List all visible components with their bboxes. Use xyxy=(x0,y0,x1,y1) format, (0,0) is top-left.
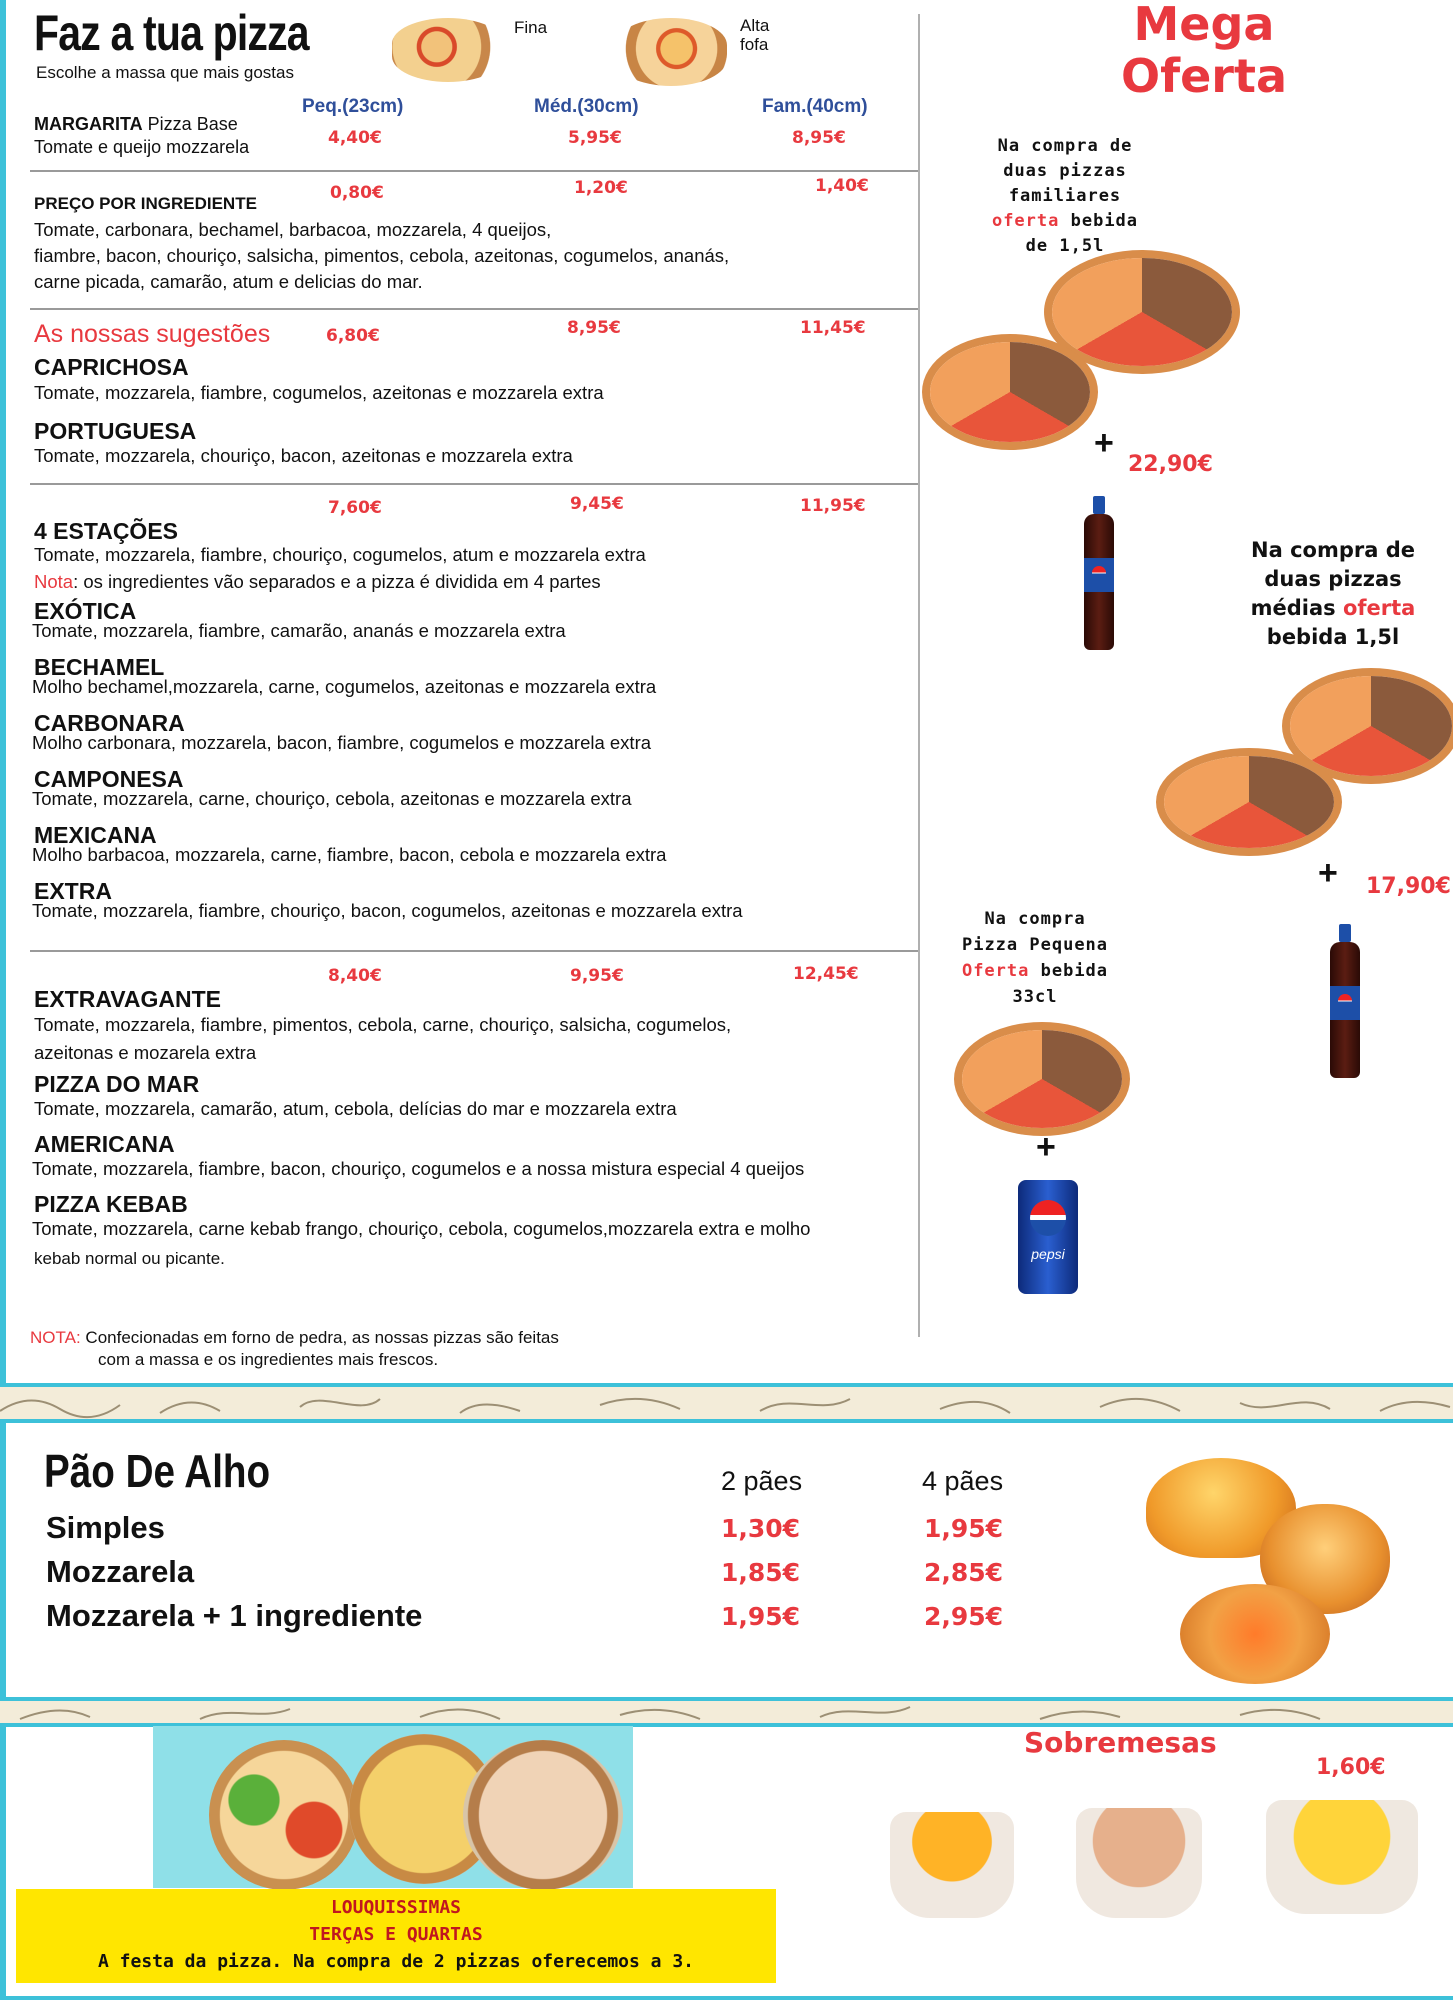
offer2-size: médias xyxy=(1250,596,1343,620)
suggestions-price-family: 11,45€ xyxy=(800,318,866,338)
offer2-line: Na compra de xyxy=(1251,538,1415,562)
pizza-desc: Tomate, mozzarela, fiambre, camarão, ananás e mozzarela extra xyxy=(32,620,566,641)
offer3-line: 33cl xyxy=(1012,987,1058,1007)
garlic-col-4: 4 pães xyxy=(922,1466,1004,1496)
offer-word: oferta xyxy=(991,211,1060,231)
garlic-row-name: Mozzarela xyxy=(46,1554,195,1589)
promo-line3: A festa da pizza. Na compra de 2 pizzas oferecemos a 3. xyxy=(97,1951,695,1972)
pizza-desc: Tomate, mozzarela, fiambre, pimentos, cebola, carne, chouriço, salsicha, cogumelos, xyxy=(34,1014,732,1035)
footnote-label: NOTA: xyxy=(30,1328,81,1347)
promo-pizzas-image xyxy=(153,1726,633,1888)
garlic-bread-title: Pão De Alho xyxy=(44,1445,271,1497)
pizza-desc: Tomate, mozzarela, carne kebab frango, chouriço, cebola, cogumelos,mozzarela extra e molho xyxy=(32,1218,811,1239)
pepsi-can-icon xyxy=(1018,1180,1078,1294)
margarita-suffix: Pizza Base xyxy=(147,114,238,134)
margarita-price-small: 4,40€ xyxy=(328,128,382,148)
offer1-line: Na compra de xyxy=(997,136,1133,156)
margarita-desc: Tomate e queijo mozzarela xyxy=(34,137,250,157)
bottle-icon xyxy=(1330,924,1360,1078)
offer1-text xyxy=(960,134,1170,259)
pizza-name: EXÓTICA xyxy=(34,598,137,624)
pizza-name: AMERICANA xyxy=(34,1131,175,1157)
divider xyxy=(30,170,918,172)
offer1-pizza-image xyxy=(1052,258,1232,366)
dessert-image xyxy=(890,1812,1014,1918)
divider xyxy=(30,308,918,310)
size-medium: Méd.(30cm) xyxy=(534,96,639,117)
doodle-pattern xyxy=(0,1387,1453,1419)
garlic-price-4: 1,95€ xyxy=(924,1514,1004,1543)
offer-word: Oferta xyxy=(961,961,1030,981)
ingredient-desc-line3: carne picada, camarão, atum e delicias do mar. xyxy=(34,271,423,292)
pizza-name: EXTRAVAGANTE xyxy=(34,986,221,1012)
pizza-name: 4 ESTAÇÕES xyxy=(34,518,178,544)
ingredient-desc-line1: Tomate, carbonara, bechamel, barbacoa, mozzarela, 4 queijos, xyxy=(34,219,552,240)
offer3-line: Na compra xyxy=(984,909,1086,929)
pizza-name: PORTUGUESA xyxy=(34,418,197,444)
desserts-title: Sobremesas xyxy=(1024,1726,1217,1759)
page-title: Faz a tua pizza xyxy=(34,5,309,61)
bottle-icon xyxy=(1084,496,1114,650)
thick-crust-pizza-image xyxy=(615,18,727,86)
pizza-desc: Tomate, mozzarela, chouriço, bacon, azeitonas e mozzarela extra xyxy=(34,445,573,466)
pizza-desc: Molho bechamel,mozzarela, carne, cogumelos, azeitonas e mozzarela extra xyxy=(32,676,657,697)
pizza-name: MEXICANA xyxy=(34,822,157,848)
suggestions-heading: As nossas sugestões xyxy=(34,320,271,348)
offer3-drink: bebida xyxy=(1029,961,1109,981)
pizza-desc: azeitonas e mozarela extra xyxy=(34,1042,257,1063)
suggestions-price-medium: 8,95€ xyxy=(567,318,621,338)
garlic-row-name: Simples xyxy=(46,1510,165,1545)
decorative-strip xyxy=(0,1383,1453,1423)
offer1-drink: bebida xyxy=(1059,211,1139,231)
pizza-desc: Molho barbacoa, mozzarela, carne, fiambre, bacon, cebola e mozzarela extra xyxy=(32,844,667,865)
offer2-pizza-image xyxy=(1164,756,1334,848)
pizza-desc: Tomate, mozzarela, fiambre, chouriço, cogumelos, atum e mozzarela extra xyxy=(34,544,646,565)
pizza-desc: Tomate, mozzarela, fiambre, cogumelos, azeitonas e mozzarela extra xyxy=(34,382,604,403)
garlic-price-2: 1,30€ xyxy=(721,1514,801,1543)
offer2-pizza-image xyxy=(1290,676,1452,776)
ingredient-desc-line2: fiambre, bacon, chouriço, salsicha, pimentos, cebola, azeitonas, cogumelos, ananás, xyxy=(34,245,730,266)
offer-title-line1: Mega xyxy=(1133,0,1275,51)
dessert-image xyxy=(1266,1800,1418,1914)
group2-price-medium: 9,45€ xyxy=(570,494,624,514)
offer1-price: 22,90€ xyxy=(1128,452,1213,477)
offer1-line: duas pizzas xyxy=(1003,161,1127,181)
garlic-price-2: 1,85€ xyxy=(721,1558,801,1587)
note-text: : os ingredientes vão separados e a pizza é dividida em 4 partes xyxy=(73,571,601,592)
size-small: Peq.(23cm) xyxy=(302,96,404,117)
group2-price-small: 7,60€ xyxy=(328,498,382,518)
pizza-name: CAMPONESA xyxy=(34,766,184,792)
promo-text xyxy=(16,1894,776,1975)
garlic-row-name: Mozzarela + 1 ingrediente xyxy=(46,1598,423,1633)
page-subtitle: Escolhe a massa que mais gostas xyxy=(36,63,294,82)
offer2-line xyxy=(1220,594,1446,623)
ingredient-price-medium: 1,20€ xyxy=(574,178,628,198)
offer-word: oferta xyxy=(1342,596,1416,620)
offer2-line: duas pizzas xyxy=(1264,567,1402,591)
promo-line2: TERÇAS E QUARTAS xyxy=(309,1924,483,1945)
promo-line1: LOUQUISSIMAS xyxy=(330,1897,462,1918)
group3-price-medium: 9,95€ xyxy=(570,966,624,986)
offer2-price: 17,90€ xyxy=(1366,874,1451,899)
pepsi-can-text: pepsi xyxy=(1031,1246,1065,1262)
thin-crust-pizza-image xyxy=(392,18,504,82)
pizza-name: EXTRA xyxy=(34,878,112,904)
offer2-text xyxy=(1220,536,1446,652)
offer1-line xyxy=(960,209,1170,234)
offer2-line: bebida 1,5l xyxy=(1266,625,1400,649)
offer3-line: Pizza Pequena xyxy=(961,935,1109,955)
column-divider xyxy=(918,14,920,1337)
divider xyxy=(30,950,918,952)
margarita-title xyxy=(34,114,238,135)
offer1-line: de 1,5l xyxy=(1025,236,1105,256)
offer3-line xyxy=(930,958,1140,984)
pizza-desc: Tomate, mozzarela, fiambre, chouriço, bacon, cogumelos, azeitonas e mozzarela extra xyxy=(32,900,743,921)
note-label: Nota xyxy=(34,571,74,592)
pizza-desc: kebab normal ou picante. xyxy=(34,1249,225,1268)
garlic-bread-image xyxy=(1140,1454,1440,1694)
margarita-name: MARGARITA xyxy=(34,114,143,134)
ingredient-label: PREÇO POR INGREDIENTE xyxy=(34,194,257,213)
offer3-text xyxy=(930,906,1140,1010)
pizza-desc: Tomate, mozzarela, carne, chouriço, cebola, azeitonas e mozzarela extra xyxy=(32,788,632,809)
pizza-desc: Tomate, mozzarela, camarão, atum, cebola, delícias do mar e mozzarela extra xyxy=(34,1098,677,1119)
offer1-pizza-image xyxy=(930,342,1090,442)
plus-icon: + xyxy=(1094,424,1114,462)
pizza-desc: Molho carbonara, mozzarela, bacon, fiambre, cogumelos e mozzarela extra xyxy=(32,732,652,753)
margarita-price-medium: 5,95€ xyxy=(568,128,622,148)
dessert-image xyxy=(1076,1808,1202,1918)
pizza-name: CARBONARA xyxy=(34,710,185,736)
crust-fina-label: Fina xyxy=(514,18,548,37)
garlic-price-4: 2,95€ xyxy=(924,1602,1004,1631)
suggestions-price-small: 6,80€ xyxy=(326,326,380,346)
pizza-name: CAPRICHOSA xyxy=(34,354,189,380)
garlic-price-4: 2,85€ xyxy=(924,1558,1004,1587)
pizza-name: BECHAMEL xyxy=(34,654,165,680)
pizza-name: PIZZA DO MAR xyxy=(34,1071,200,1097)
garlic-col-2: 2 pães xyxy=(721,1466,803,1496)
footnote-line2: com a massa e os ingredientes mais frescos. xyxy=(98,1350,439,1369)
estacoes-note xyxy=(34,571,601,593)
plus-icon: + xyxy=(1036,1128,1056,1166)
crust-alta-line2: fofa xyxy=(740,35,769,54)
offer-title xyxy=(1106,0,1302,102)
offer3-pizza-image xyxy=(962,1030,1122,1128)
ingredient-price-small: 0,80€ xyxy=(330,183,384,203)
footnote-line1: Confecionadas em forno de pedra, as nossas pizzas são feitas xyxy=(85,1328,559,1347)
group3-price-small: 8,40€ xyxy=(328,966,382,986)
crust-alta-label xyxy=(740,16,769,54)
size-family: Fam.(40cm) xyxy=(762,96,868,117)
offer-title-line2: Oferta xyxy=(1120,49,1288,103)
pizza-name: PIZZA KEBAB xyxy=(34,1191,188,1217)
group2-price-family: 11,95€ xyxy=(800,496,866,516)
group3-price-family: 12,45€ xyxy=(793,964,859,984)
desserts-price: 1,60€ xyxy=(1316,1755,1386,1780)
footnote xyxy=(30,1328,559,1348)
garlic-price-2: 1,95€ xyxy=(721,1602,801,1631)
divider xyxy=(30,483,918,485)
offer1-line: familiares xyxy=(1008,186,1122,206)
pizza-desc: Tomate, mozzarela, fiambre, bacon, chouriço, cogumelos e a nossa mistura especial 4 queijos xyxy=(32,1158,805,1179)
ingredient-price-family: 1,40€ xyxy=(815,176,869,196)
plus-icon: + xyxy=(1318,854,1338,892)
margarita-price-family: 8,95€ xyxy=(792,128,846,148)
doodle-pattern xyxy=(0,1701,1453,1723)
crust-alta-line1: Alta xyxy=(740,16,770,35)
